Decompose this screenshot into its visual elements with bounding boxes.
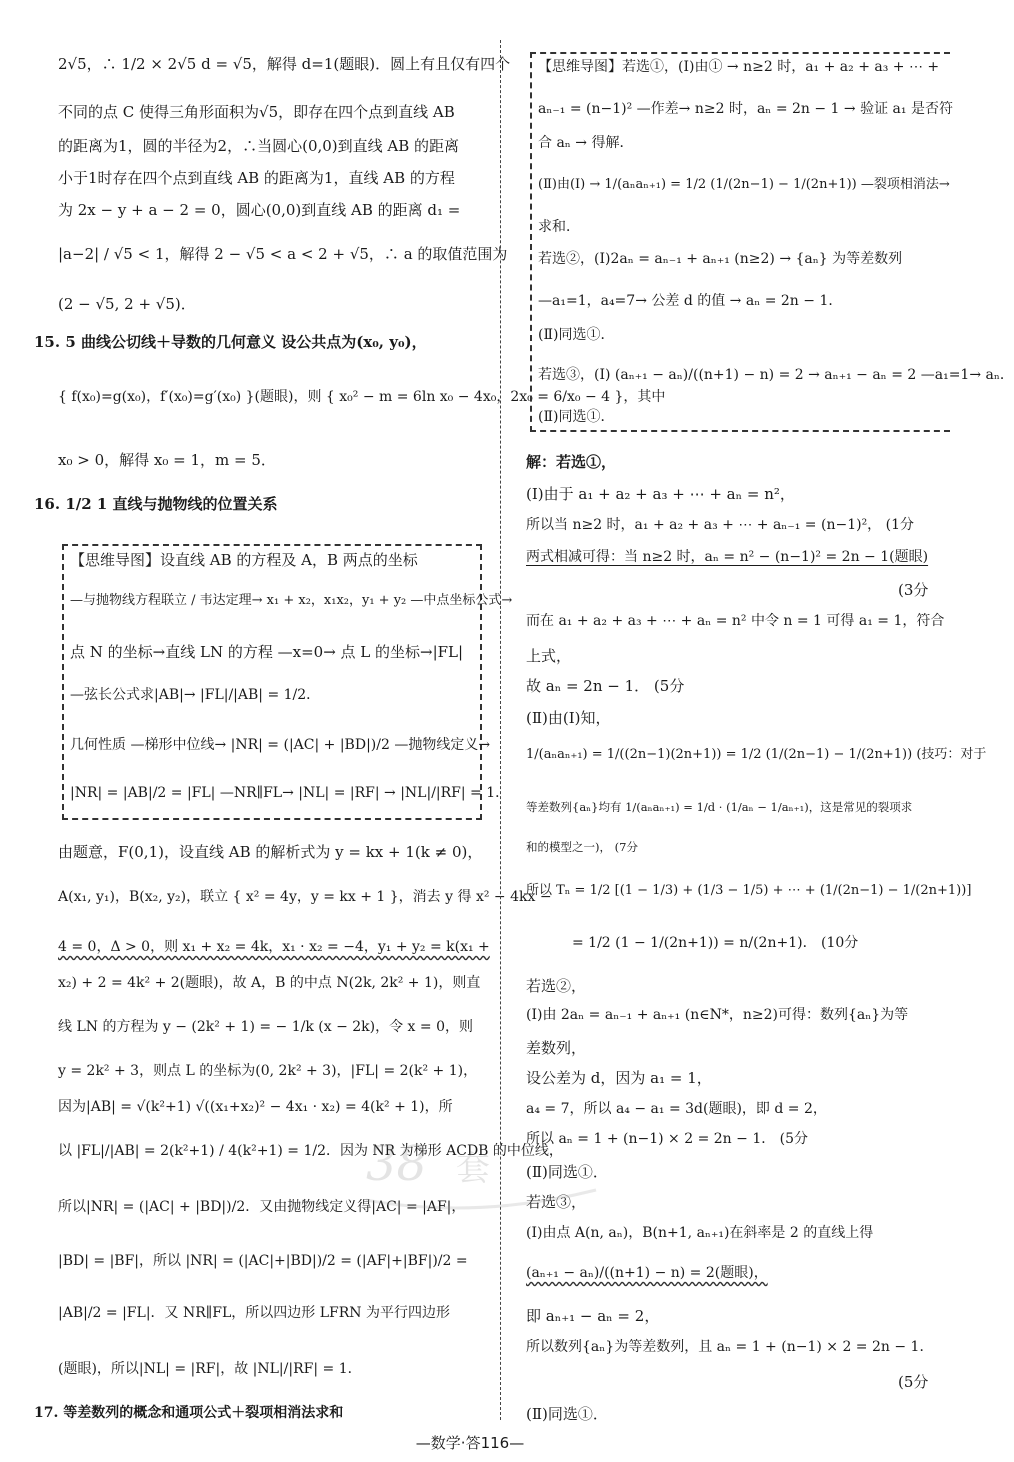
text-line: (Ⅱ)由(Ⅰ)知， — [526, 709, 611, 727]
text-line: 几何性质 —梯形中位线→ |NR| = (|AC| + |BD|)/2 —抛物线定义→ — [70, 737, 491, 753]
text-line: 若选②，(Ⅰ)2aₙ = aₙ₋₁ + aₙ₊₁ (n≥2) → {aₙ} 为等差数列 — [538, 251, 903, 267]
page-footer: —数学·答116— — [415, 1434, 525, 1452]
text-line: |NR| = |AB|/2 = |FL| —NR∥FL→ |NL| = |RF| → |NL|/|RF| = 1． — [70, 785, 510, 801]
text-line: 所以 Tₙ = 1/2 [(1 − 1/3) + (1/3 − 1/5) + ⋯ + (1/(2n−1) − 1/(2n+1))] — [526, 883, 972, 898]
text-line: —a₁=1，a₄=7→ 公差 d 的值 → aₙ = 2n − 1． — [538, 293, 843, 309]
text-line: (Ⅱ)由(Ⅰ) → 1/(aₙaₙ₊₁) = 1/2 (1/(2n−1) − 1/(2n+1)) —裂项相消法→ — [538, 177, 950, 192]
text-line: 由题意，F(0,1)，设直线 AB 的解析式为 y = kx + 1(k ≠ 0)， — [58, 843, 483, 861]
text-line: 【思维导图】若选①，(Ⅰ)由① → n≥2 时，a₁ + a₂ + a₃ + ⋯ + — [538, 59, 940, 75]
question-heading: 15. 5 曲线公切线＋导数的几何意义 设公共点为(x₀, y₀)， — [34, 333, 427, 351]
text-line: 为 2x − y + a − 2 = 0，圆心(0,0)到直线 AB 的距离 d₁ = — [58, 201, 461, 219]
text-line: 两式相减可得：当 n≥2 时，aₙ = n² − (n−1)² = 2n − 1(题眼) — [526, 549, 929, 565]
text-line: 若选③，(Ⅰ) (aₙ₊₁ − aₙ)/((n+1) − n) = 2 → aₙ₊₁ − aₙ = 2 —a₁=1→ aₙ． — [538, 367, 1014, 383]
text-line: 若选③， — [526, 1193, 587, 1211]
text-line: 【思维导图】设直线 AB 的方程及 A，B 两点的坐标 — [70, 551, 418, 569]
text-line: 设公差为 d，因为 a₁ = 1， — [526, 1069, 712, 1087]
text-line: 即 aₙ₊₁ − aₙ = 2， — [526, 1307, 660, 1325]
text-line: 故 aₙ = 2n − 1． (5分 — [526, 677, 685, 695]
text-line: 求和． — [538, 219, 580, 235]
text-line: (Ⅱ)同选①． — [538, 409, 615, 425]
mind-map-box — [62, 544, 482, 820]
text-line: 点 N 的坐标→直线 LN 的方程 —x=0→ 点 L 的坐标→|FL| — [70, 643, 464, 661]
text-line: x₂) + 2 = 4k² + 2(题眼)，故 A，B 的中点 N(2k, 2k² + 1)，则直 — [58, 975, 481, 991]
text-line: 2√5，∴ 1/2 × 2√5 d = √5，解得 d=1(题眼)．圆上有且仅有四个 — [58, 55, 511, 73]
solution-heading: 解：若选①， — [526, 453, 617, 471]
text-line: (Ⅰ)由于 a₁ + a₂ + a₃ + ⋯ + aₙ = n²， — [526, 485, 795, 503]
text-line: = 1/2 (1 − 1/(2n+1)) = n/(2n+1)． (10分 — [572, 935, 859, 951]
text-line: (aₙ₊₁ − aₙ)/((n+1) − n) = 2(题眼)， — [526, 1265, 768, 1281]
text-line: 线 LN 的方程为 y − (2k² + 1) = − 1/k (x − 2k)，令 x = 0，则 — [58, 1019, 473, 1035]
text-line: |BD| = |BF|，所以 |NR| = (|AC|+|BD|)/2 = (|AF|+|BF|)/2 = — [58, 1253, 468, 1269]
text-line: y = 2k² + 3，则点 L 的坐标为(0, 2k² + 3)，|FL| = 2(k² + 1)， — [58, 1063, 478, 1079]
text-line: 合 aₙ → 得解． — [538, 135, 634, 151]
text-line: 差数列， — [526, 1039, 587, 1057]
score-label: (3分 — [898, 581, 929, 599]
score-label: (5分 — [898, 1373, 929, 1391]
text-line: 所以数列{aₙ}为等差数列，且 aₙ = 1 + (n−1) × 2 = 2n − 1． — [526, 1339, 934, 1355]
text-line: 小于1时存在四个点到直线 AB 的距离为1，直线 AB 的方程 — [58, 169, 455, 187]
text-line: (题眼)，所以|NL| = |RF|，故 |NL|/|RF| = 1． — [58, 1361, 362, 1377]
watermark-logo — [356, 1110, 616, 1230]
text-line: { f(x₀)=g(x₀)，f′(x₀)=g′(x₀) }(题眼)，则 { x₀² − m = 6ln x₀ − 4x₀，2x₀ = 6/x₀ − 4 }，其中 — [58, 389, 666, 405]
text-line: —弦长公式求|AB|→ |FL|/|AB| = 1/2． — [70, 687, 321, 703]
text-line: aₙ₋₁ = (n−1)² —作差→ n≥2 时，aₙ = 2n − 1 → 验证 a₁ 是否符 — [538, 101, 953, 117]
text-line: —与抛物线方程联立 / 韦达定理→ x₁ + x₂，x₁x₂，y₁ + y₂ —中点坐标公式→ — [70, 593, 513, 608]
text-line: (Ⅰ)由 2aₙ = aₙ₋₁ + aₙ₊₁ (n∈N*，n≥2)可得：数列{aₙ}为等 — [526, 1007, 909, 1023]
text-line: (Ⅱ)同选①． — [526, 1405, 608, 1423]
text-line: |AB|/2 = |FL|．又 NR∥FL，所以四边形 LFRN 为平行四边形 — [58, 1305, 450, 1321]
text-line: A(x₁, y₁)，B(x₂, y₂)，联立 { x² = 4y，y = kx + 1 }，消去 y 得 x² − 4kx − — [58, 889, 552, 905]
text-line: 上式， — [526, 647, 572, 665]
tip-text: 等差数列{aₙ}均有 1/(aₙaₙ₊₁) = 1/d · (1/aₙ − 1/aₙ₊₁)，这是常见的裂项求 — [526, 800, 913, 814]
question-heading: 16. 1/2 1 直线与抛物线的位置关系 — [34, 495, 278, 513]
text-line: 所以 aₙ = 1 + (n−1) × 2 = 2n − 1． (5分 — [526, 1131, 809, 1147]
text-line: |a−2| / √5 < 1，解得 2 − √5 < a < 2 + √5，∴ a 的取值范围为 — [58, 245, 508, 263]
text-line: 而在 a₁ + a₂ + a₃ + ⋯ + aₙ = n² 中令 n = 1 可得 a₁ = 1，符合 — [526, 613, 945, 629]
svg-text:套: 套 — [456, 1149, 490, 1189]
text-line: 的距离为1，圆的半径为2，∴当圆心(0,0)到直线 AB 的距离 — [58, 137, 460, 155]
svg-text:38: 38 — [366, 1136, 428, 1192]
text-line: 若选②， — [526, 977, 587, 995]
question-heading: 17. 等差数列的概念和通项公式＋裂项相消法求和 — [34, 1405, 344, 1421]
text-line: 不同的点 C 使得三角形面积为√5，即存在四个点到直线 AB — [58, 103, 455, 121]
text-line: 所以当 n≥2 时，a₁ + a₂ + a₃ + ⋯ + aₙ₋₁ = (n−1)²， (1分 — [526, 517, 915, 533]
tip-text: 和的模型之一)， (7分 — [526, 840, 638, 854]
text-line: 所以|NR| = (|AC| + |BD|)/2．又由抛物线定义得|AC| = |AF|， — [58, 1199, 466, 1215]
text-line: a₄ = 7，所以 a₄ − a₁ = 3d(题眼)，即 d = 2， — [526, 1101, 827, 1117]
text-line: (Ⅱ)同选①． — [538, 327, 615, 343]
text-line: (Ⅰ)由点 A(n, aₙ)，B(n+1, aₙ₊₁)在斜率是 2 的直线上得 — [526, 1225, 874, 1241]
text-line: 1/(aₙaₙ₊₁) = 1/((2n−1)(2n+1)) = 1/2 (1/(2n−1) − 1/(2n+1)) (技巧：对于 — [526, 747, 987, 762]
text-line: 4 = 0，Δ > 0，则 x₁ + x₂ = 4k，x₁ · x₂ = −4，y₁ + y₂ = k(x₁ + — [58, 939, 490, 955]
text-line: (Ⅱ)同选①． — [526, 1163, 608, 1181]
text-line: 以 |FL|/|AB| = 2(k²+1) / 4(k²+1) = 1/2．因为 NR 为梯形 ACDB 的中位线， — [58, 1143, 563, 1159]
text-line: (2 − √5, 2 + √5)． — [58, 295, 196, 313]
text-line: x₀ > 0，解得 x₀ = 1，m = 5． — [58, 451, 276, 469]
text-line: 因为|AB| = √(k²+1) √((x₁+x₂)² − 4x₁ · x₂) = 4(k² + 1)，所 — [58, 1099, 453, 1115]
